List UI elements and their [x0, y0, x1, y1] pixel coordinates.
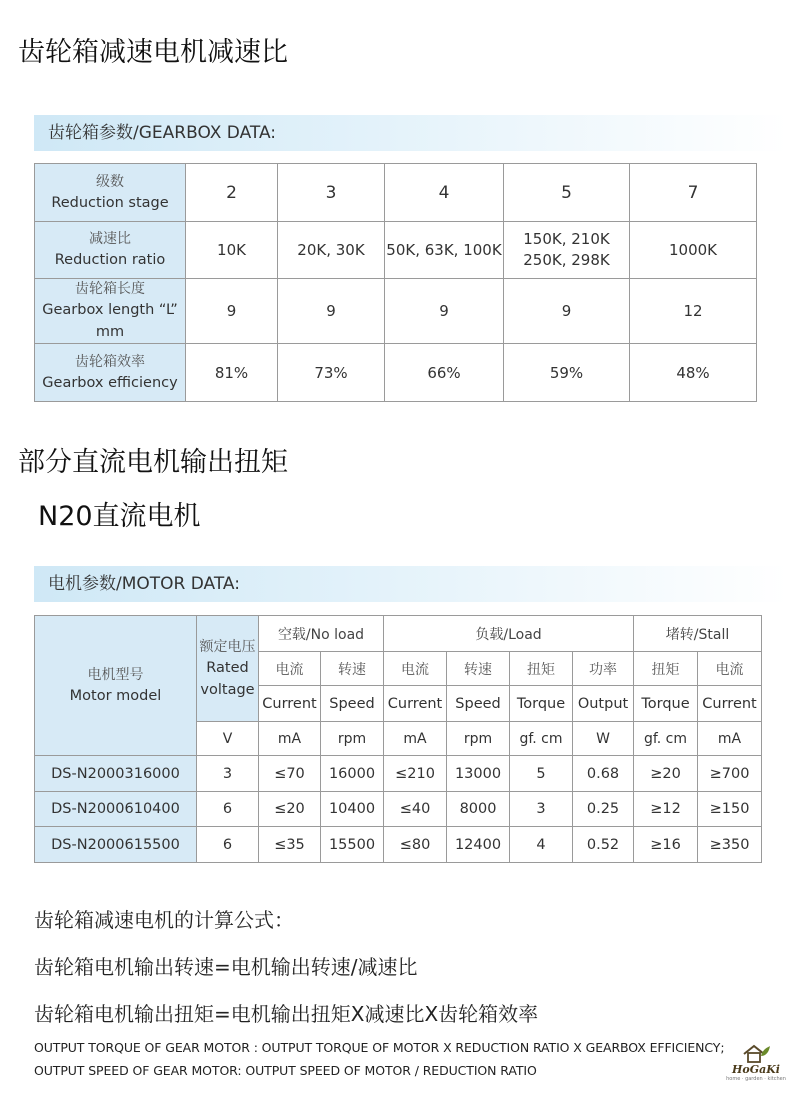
section-title-motor-torque: 部分直流电机输出扭矩 — [18, 447, 288, 478]
motor-value-cell: 5 — [510, 756, 573, 792]
note-output-torque: OUTPUT TORQUE OF GEAR MOTOR : OUTPUT TORQUE OF MOTOR X REDUCTION RATIO X GEARBOX EFFICIENCY; — [34, 1040, 725, 1055]
gearbox-cell: 20K, 30K — [278, 222, 385, 279]
gearbox-cell: 9 — [278, 279, 385, 344]
motor-value-cell: 6 — [197, 827, 259, 863]
unit-cell: rpm — [321, 722, 384, 756]
motor-value-cell: ≥350 — [698, 827, 762, 863]
house-leaf-icon — [741, 1042, 771, 1064]
row-header-en: Reduction ratio — [54, 252, 166, 268]
formula-torque: 齿轮箱电机输出扭矩=电机输出扭矩X减速比X齿轮箱效率 — [34, 1002, 539, 1026]
motor-value-cell: ≥12 — [634, 792, 698, 827]
motor-value-cell: ≥700 — [698, 756, 762, 792]
param-label-zh: 转速 — [321, 652, 384, 686]
motor-value-cell: ≤40 — [384, 792, 447, 827]
gearbox-cell: 73% — [278, 344, 385, 402]
formula-heading: 齿轮箱减速电机的计算公式： — [34, 908, 294, 932]
motor-value-cell: 0.25 — [573, 792, 634, 827]
gearbox-row-header — [35, 164, 186, 222]
motor-value-cell: ≤80 — [384, 827, 447, 863]
gearbox-row-header — [35, 222, 186, 279]
gearbox-cell: 5 — [504, 164, 630, 222]
motor-row — [35, 756, 762, 792]
motor-value-cell: 10400 — [321, 792, 384, 827]
section-subtitle-n20: N20直流电机 — [38, 501, 201, 532]
gearbox-cell: 3 — [278, 164, 385, 222]
gearbox-cell: 66% — [385, 344, 504, 402]
gearbox-cell: 9 — [186, 279, 278, 344]
motor-model-header — [35, 616, 197, 756]
unit-cell: W — [573, 722, 634, 756]
motor-model-cell: DS-N2000316000 — [35, 756, 197, 792]
gearbox-cell: 59% — [504, 344, 630, 402]
param-label-en: Current — [384, 686, 447, 722]
motor-value-cell: 3 — [510, 792, 573, 827]
unit-cell: rpm — [447, 722, 510, 756]
gearbox-section-band: 齿轮箱参数/GEARBOX DATA: — [34, 115, 788, 151]
motor-value-cell: 16000 — [321, 756, 384, 792]
row-header-zh: 齿轮箱效率 — [75, 353, 145, 370]
row-header-en: Reduction stage — [51, 194, 169, 211]
gearbox-cell: 81% — [186, 344, 278, 402]
group-header-load: 负载/Load — [384, 616, 634, 652]
gearbox-row — [35, 344, 757, 402]
motor-row — [35, 792, 762, 827]
motor-value-cell: ≤35 — [259, 827, 321, 863]
gearbox-cell: 48% — [630, 344, 757, 402]
logo-wordmark: HoGaKi — [732, 1063, 780, 1076]
motor-section-band: 电机参数/MOTOR DATA: — [34, 566, 788, 602]
param-label-zh: 功率 — [573, 652, 634, 686]
motor-model-en: Motor model — [69, 687, 162, 704]
param-label-en: Current — [698, 686, 762, 722]
motor-value-cell: 3 — [197, 756, 259, 792]
motor-value-cell: 13000 — [447, 756, 510, 792]
param-label-en: Torque — [510, 686, 573, 722]
unit-cell: gf. cm — [634, 722, 698, 756]
motor-table — [34, 615, 762, 863]
motor-value-cell: ≤70 — [259, 756, 321, 792]
row-header-en: Gearbox length “L” mm — [42, 302, 178, 340]
param-label-en: Output — [573, 686, 634, 722]
rated-voltage-en-2: voltage — [200, 681, 255, 698]
param-label-en: Current — [259, 686, 321, 722]
gearbox-cell: 12 — [630, 279, 757, 344]
gearbox-cell: 50K, 63K, 100K — [385, 222, 504, 279]
motor-value-cell: 4 — [510, 827, 573, 863]
motor-value-cell: ≥20 — [634, 756, 698, 792]
row-header-zh: 级数 — [96, 173, 124, 190]
gearbox-row-header — [35, 344, 186, 402]
group-header-noload: 空载/No load — [259, 616, 384, 652]
gearbox-row — [35, 164, 757, 222]
brand-logo — [724, 1042, 788, 1088]
rated-voltage-header — [197, 616, 259, 722]
gearbox-row-header — [35, 279, 186, 344]
unit-cell: V — [197, 722, 259, 756]
formula-speed: 齿轮箱电机输出转速=电机输出转速/减速比 — [34, 955, 418, 979]
gearbox-row — [35, 279, 757, 344]
unit-cell: mA — [698, 722, 762, 756]
group-header-stall: 堵转/Stall — [634, 616, 762, 652]
unit-cell: gf. cm — [510, 722, 573, 756]
gearbox-cell: 10K — [186, 222, 278, 279]
param-label-en: Speed — [321, 686, 384, 722]
gearbox-cell: 4 — [385, 164, 504, 222]
gearbox-row — [35, 222, 757, 279]
motor-value-cell: 15500 — [321, 827, 384, 863]
motor-value-cell: 0.68 — [573, 756, 634, 792]
motor-model-cell: DS-N2000610400 — [35, 792, 197, 827]
row-header-zh: 减速比 — [89, 231, 131, 247]
motor-value-cell: ≤210 — [384, 756, 447, 792]
gearbox-cell: 1000K — [630, 222, 757, 279]
motor-model-zh: 电机型号 — [87, 666, 144, 683]
param-label-zh: 扭矩 — [634, 652, 698, 686]
row-header-en: Gearbox efficiency — [42, 374, 178, 391]
param-label-zh: 电流 — [384, 652, 447, 686]
gearbox-table — [34, 163, 757, 402]
motor-value-cell: 8000 — [447, 792, 510, 827]
motor-value-cell: ≥150 — [698, 792, 762, 827]
param-label-zh: 电流 — [698, 652, 762, 686]
motor-row — [35, 827, 762, 863]
unit-cell: mA — [259, 722, 321, 756]
gearbox-cell-line: 150K, 210K — [523, 230, 610, 248]
note-output-speed: OUTPUT SPEED OF GEAR MOTOR: OUTPUT SPEED OF MOTOR / REDUCTION RATIO — [34, 1063, 537, 1078]
motor-model-cell: DS-N2000615500 — [35, 827, 197, 863]
param-label-en: Speed — [447, 686, 510, 722]
page-title: 齿轮箱减速电机减速比 — [18, 37, 288, 68]
row-header-zh: 齿轮箱长度 — [75, 281, 145, 297]
rated-voltage-zh: 额定电压 — [199, 638, 256, 655]
param-label-en: Torque — [634, 686, 698, 722]
gearbox-cell: 2 — [186, 164, 278, 222]
unit-cell: mA — [384, 722, 447, 756]
gearbox-cell: 7 — [630, 164, 757, 222]
motor-value-cell: ≤20 — [259, 792, 321, 827]
motor-value-cell: 6 — [197, 792, 259, 827]
motor-value-cell: 12400 — [447, 827, 510, 863]
param-label-zh: 电流 — [259, 652, 321, 686]
gearbox-cell: 9 — [504, 279, 630, 344]
motor-value-cell: ≥16 — [634, 827, 698, 863]
rated-voltage-en-1: Rated — [206, 659, 249, 676]
logo-tagline: home · garden · kitchen — [726, 1076, 786, 1082]
gearbox-cell-line: 250K, 298K — [523, 251, 610, 269]
motor-value-cell: 0.52 — [573, 827, 634, 863]
param-label-zh: 转速 — [447, 652, 510, 686]
gearbox-cell: 9 — [385, 279, 504, 344]
param-label-zh: 扭矩 — [510, 652, 573, 686]
gearbox-cell — [504, 222, 630, 279]
